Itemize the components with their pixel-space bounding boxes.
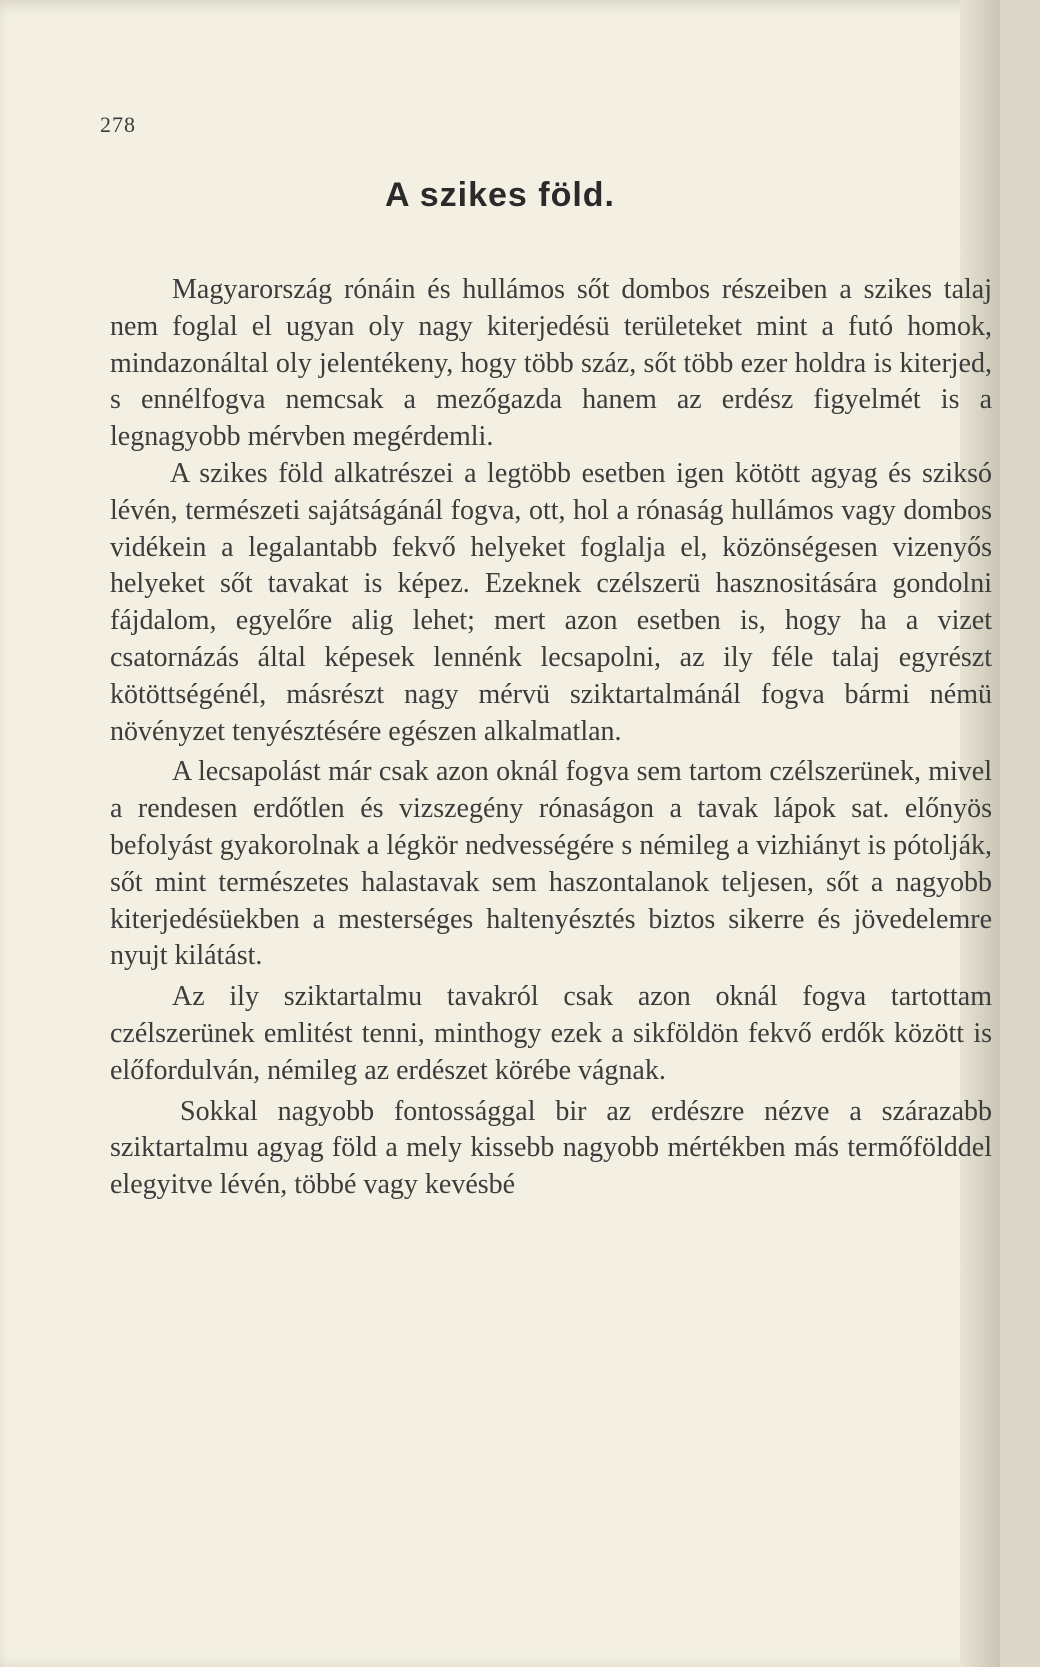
paragraph-2: A szikes föld alkatrészei a legtöbb esetben igen kötött agyag és sziksó lévén, természeti sajátságánál fogva, ott, hol a rónaság hullámos vagy dombos vidékein a legalantabb fekvő helyeket foglalja el, közönségesen vizenyős helyeket sőt tavakat is képez. Ezeknek czélszerü hasznositására gondolni fájdalom, egyelőre alig lehet; mert azon esetben is, hogy ha a vizet csatornázás által képesek lennénk lecsapolni, az ily féle talaj egyrészt kötöttségénél, másrészt nagy mérvü sziktartalmánál fogva bármi némü növényzet tenyésztésére egészen alkalmatlan.	[110, 457, 992, 747]
chapter-title: A szikes föld.	[384, 176, 616, 214]
paragraph-5: Sokkal nagyobb fontossággal bir az erdészre nézve a szárazabb sziktartalmu agyag föld a mely kissebb nagyobb mértékben más termőfölddel elegyitve lévén, többé vagy kevésbé	[110, 1095, 992, 1201]
paragraph-4: Az ily sziktartalmu tavakról csak azon oknál fogva tartottam czélszerünek emlitést tenni, minthogy ezek a sikföldön fekvő erdők között is előfordulván, némileg az erdészet körébe vágnak.	[110, 981, 992, 1086]
page-number: 278	[100, 112, 136, 137]
paragraph-3: A lecsapolást már csak azon oknál fogva sem tartom czélszerünek, mivel a rendesen erdőtlen és vizszegény rónaságon a tavak lápok sat. előnyös befolyást gyakorolnak a légkör nedvességére s némileg a vizhiányt is pótolják, sőt mint természetes halastavak sem haszontalanok teljesen, sőt a nagyobb kiterjedésüekben a mesterséges haltenyésztés biztos sikerre és jövedelemre nyujt kilátást.	[110, 756, 992, 972]
paragraph-1: Magyarország rónáin és hullámos sőt dombos részeiben a szikes talaj nem foglal el ugyan oly nagy kiterjedésü területeket mint a futó homok, mindazonáltal oly jelentékeny, hogy több száz, sőt több ezer holdra is kiterjed, s ennélfogva nemcsak a mezőgazda hanem az erdész figyelmét is a legnagyobb mérvben megérdemli.	[110, 274, 992, 453]
body-text	[110, 272, 992, 1204]
